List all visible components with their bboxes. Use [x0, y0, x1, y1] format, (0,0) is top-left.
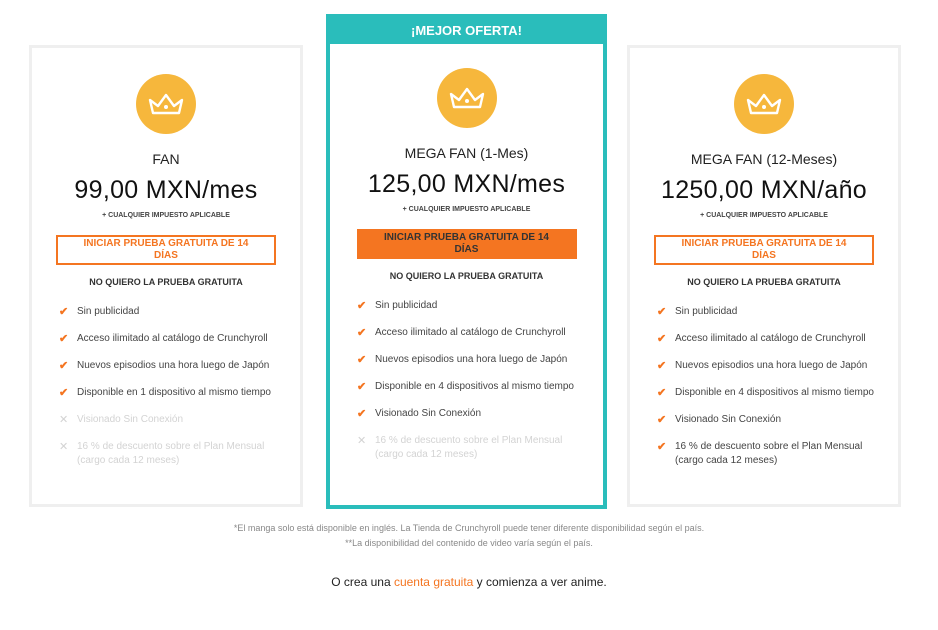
feature-item: ✔ Acceso ilimitado al catálogo de Crunchyroll [357, 327, 566, 339]
plan-name: FAN [152, 151, 180, 167]
create-account-prefix: O crea una [331, 575, 394, 589]
feature-item: ✔ Nuevos episodios una hora luego de Japón [657, 360, 868, 372]
feature-item: ✔ Disponible en 4 dispositivos al mismo tiempo [657, 387, 874, 399]
feature-item: ✔ Visionado Sin Conexión [357, 408, 482, 420]
check-icon: ✔ [657, 306, 667, 318]
feature-item: ✔ Sin publicidad [357, 300, 438, 312]
footnote-manga: *El manga solo está disponible en inglés. La Tienda de Crunchyroll puede tener diferente disponibilidad según el país. [233, 523, 705, 533]
plan-card-mega-fan [326, 14, 607, 509]
feature-item: ✔ Disponible en 1 dispositivo al mismo tiempo [59, 387, 271, 399]
check-icon: ✔ [357, 327, 367, 339]
no-trial-link[interactable]: NO QUIERO LA PRUEBA GRATUITA [389, 271, 544, 281]
plan-name: MEGA FAN (1-Mes) [404, 145, 529, 161]
create-account-line [0, 575, 938, 589]
start-trial-button[interactable]: INICIAR PRUEBA GRATUITA DE 14 DÍAS [357, 229, 577, 259]
feature-list [59, 305, 300, 468]
tax-note: + CUALQUIER IMPUESTO APLICABLE [402, 206, 531, 213]
plan-price: 1250,00 MXN/año [660, 176, 868, 204]
crown-icon [136, 74, 196, 134]
plan-name: MEGA FAN (12-Meses) [690, 151, 838, 167]
x-icon: ✕ [357, 435, 367, 447]
x-icon: ✕ [59, 441, 69, 453]
plan-card-mega-fan-annual [627, 45, 901, 507]
feature-item: ✔ Acceso ilimitado al catálogo de Crunchyroll [59, 333, 268, 345]
crown-icon [437, 68, 497, 128]
feature-item: ✔ Sin publicidad [59, 306, 140, 318]
feature-item: ✕ Visionado Sin Conexión [59, 414, 184, 426]
no-trial-link[interactable]: NO QUIERO LA PRUEBA GRATUITA [89, 277, 243, 287]
check-icon: ✔ [59, 333, 69, 345]
footnote-video: **La disponibilidad del contenido de video varía según el país. [345, 538, 593, 548]
feature-item: ✔ Nuevos episodios una hora luego de Japón [357, 354, 568, 366]
footnotes [0, 521, 938, 551]
create-account-suffix: y comienza a ver anime. [473, 575, 607, 589]
no-trial-link[interactable]: NO QUIERO LA PRUEBA GRATUITA [687, 277, 841, 287]
feature-list [357, 299, 603, 462]
plan-price: 125,00 MXN/mes [367, 170, 566, 198]
plan-card-fan [29, 45, 303, 507]
x-icon: ✕ [59, 414, 69, 426]
free-account-link[interactable]: cuenta gratuita [393, 575, 474, 589]
tax-note: + CUALQUIER IMPUESTO APLICABLE [700, 212, 828, 219]
feature-item: ✔ Nuevos episodios una hora luego de Japón [59, 360, 270, 372]
check-icon: ✔ [357, 381, 367, 393]
feature-item: ✔ Acceso ilimitado al catálogo de Crunchyroll [657, 333, 866, 345]
start-trial-button[interactable]: INICIAR PRUEBA GRATUITA DE 14 DÍAS [654, 235, 874, 265]
feature-item: ✔ Disponible en 4 dispositivos al mismo tiempo [357, 381, 574, 393]
feature-item: ✔ 16 % de descuento sobre el Plan Mensual (cargo cada 12 meses) [657, 441, 863, 466]
check-icon: ✔ [657, 333, 667, 345]
feature-item: ✔ Visionado Sin Conexión [657, 414, 782, 426]
check-icon: ✔ [357, 300, 367, 312]
plan-price: 99,00 MXN/mes [74, 176, 258, 204]
best-offer-banner: ¡MEJOR OFERTA! [330, 18, 603, 44]
feature-item: ✕ 16 % de descuento sobre el Plan Mensual (cargo cada 12 meses) [59, 441, 265, 466]
check-icon: ✔ [59, 360, 69, 372]
crown-icon [734, 74, 794, 134]
tax-note: + CUALQUIER IMPUESTO APLICABLE [102, 212, 230, 219]
check-icon: ✔ [657, 441, 667, 453]
check-icon: ✔ [357, 408, 367, 420]
feature-item: ✕ 16 % de descuento sobre el Plan Mensual (cargo cada 12 meses) [357, 435, 563, 460]
start-trial-button[interactable]: INICIAR PRUEBA GRATUITA DE 14 DÍAS [56, 235, 276, 265]
check-icon: ✔ [657, 360, 667, 372]
check-icon: ✔ [59, 306, 69, 318]
feature-item: ✔ Sin publicidad [657, 306, 738, 318]
check-icon: ✔ [657, 414, 667, 426]
check-icon: ✔ [59, 387, 69, 399]
check-icon: ✔ [657, 387, 667, 399]
feature-list [657, 305, 898, 468]
check-icon: ✔ [357, 354, 367, 366]
